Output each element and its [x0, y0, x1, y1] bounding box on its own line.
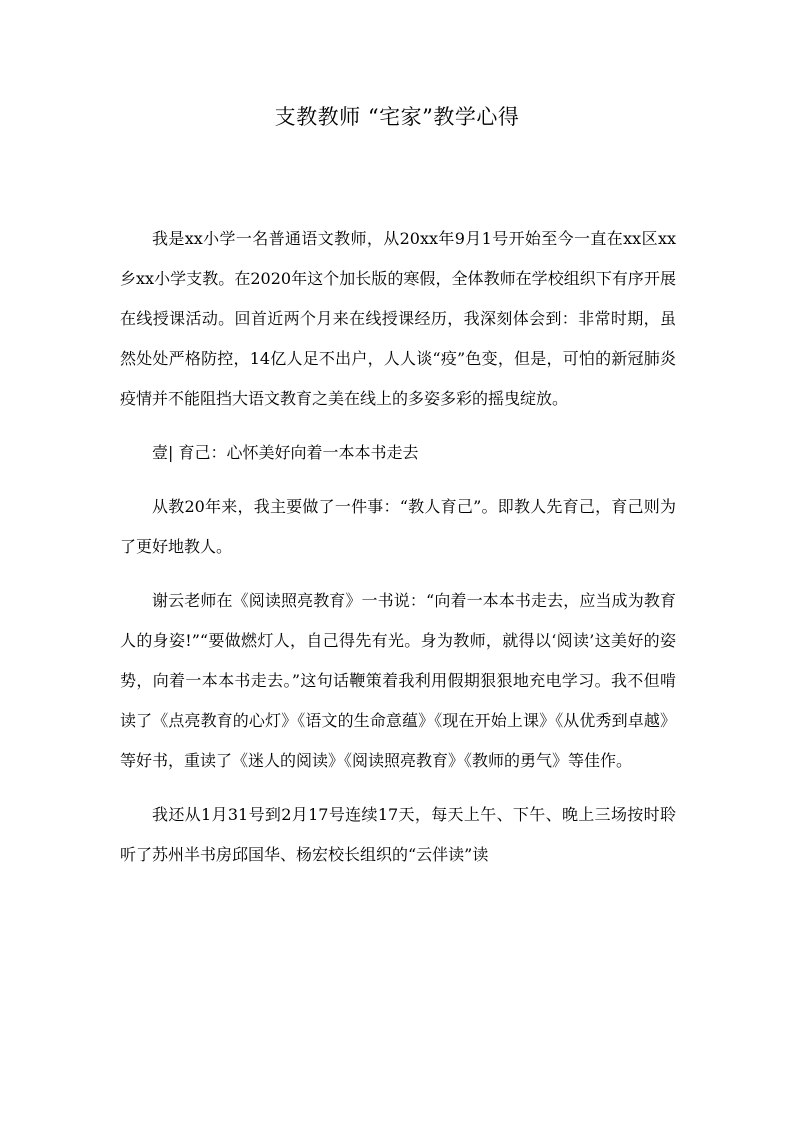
document-body: [120, 219, 676, 875]
paragraph-teaching: 从教20年来，我主要做了一件事：“教人育己”。即教人先育己，育己则为了更好地教人。: [120, 497, 676, 556]
paragraph-intro: 我是xx小学一名普通语文教师，从20xx年9月1号开始至今一直在xx区xx乡xx小学支教。在2020年这个加长版的寒假，全体教师在学校组织下有序开展在线授课活动。回首近两个月来在线授课经历，我深刻体会到：非常时期，虽然处处严格防控，14亿人足不出户，人人谈“疫”色变，但是，可怕的新冠肺炎疫情并不能阻挡大语文教育之美在线上的多姿多彩的摇曳绽放。: [120, 229, 676, 408]
section-heading: 壹| 育己：心怀美好向着一本本书走去: [152, 443, 419, 462]
document-title: 支教教师 “宅家”教学心得: [274, 105, 520, 129]
paragraph-listening: 我还从1月31号到2月17号连续17天，每天上午、下午、晚上三场按时聆听了苏州半书房邱国华、杨宏校长组织的“云伴读”读: [120, 805, 676, 864]
paragraph-reading: 谢云老师在《阅读照亮教育》一书说：“向着一本本书走去，应当成为教育人的身姿!”“要做燃灯人，自己得先有光。身为教师，就得以‘阅读’这美好的姿势，向着一本本书走去。”这句话鞭策着我利用假期狠狠地充电学习。我不但啃读了《点亮教育的心灯》《语文的生命意蕴》《现在开始上课》《从优秀到卓越》等好书，重读了《迷人的阅读》《阅读照亮教育》《教师的勇气》等佳作。: [120, 591, 676, 770]
